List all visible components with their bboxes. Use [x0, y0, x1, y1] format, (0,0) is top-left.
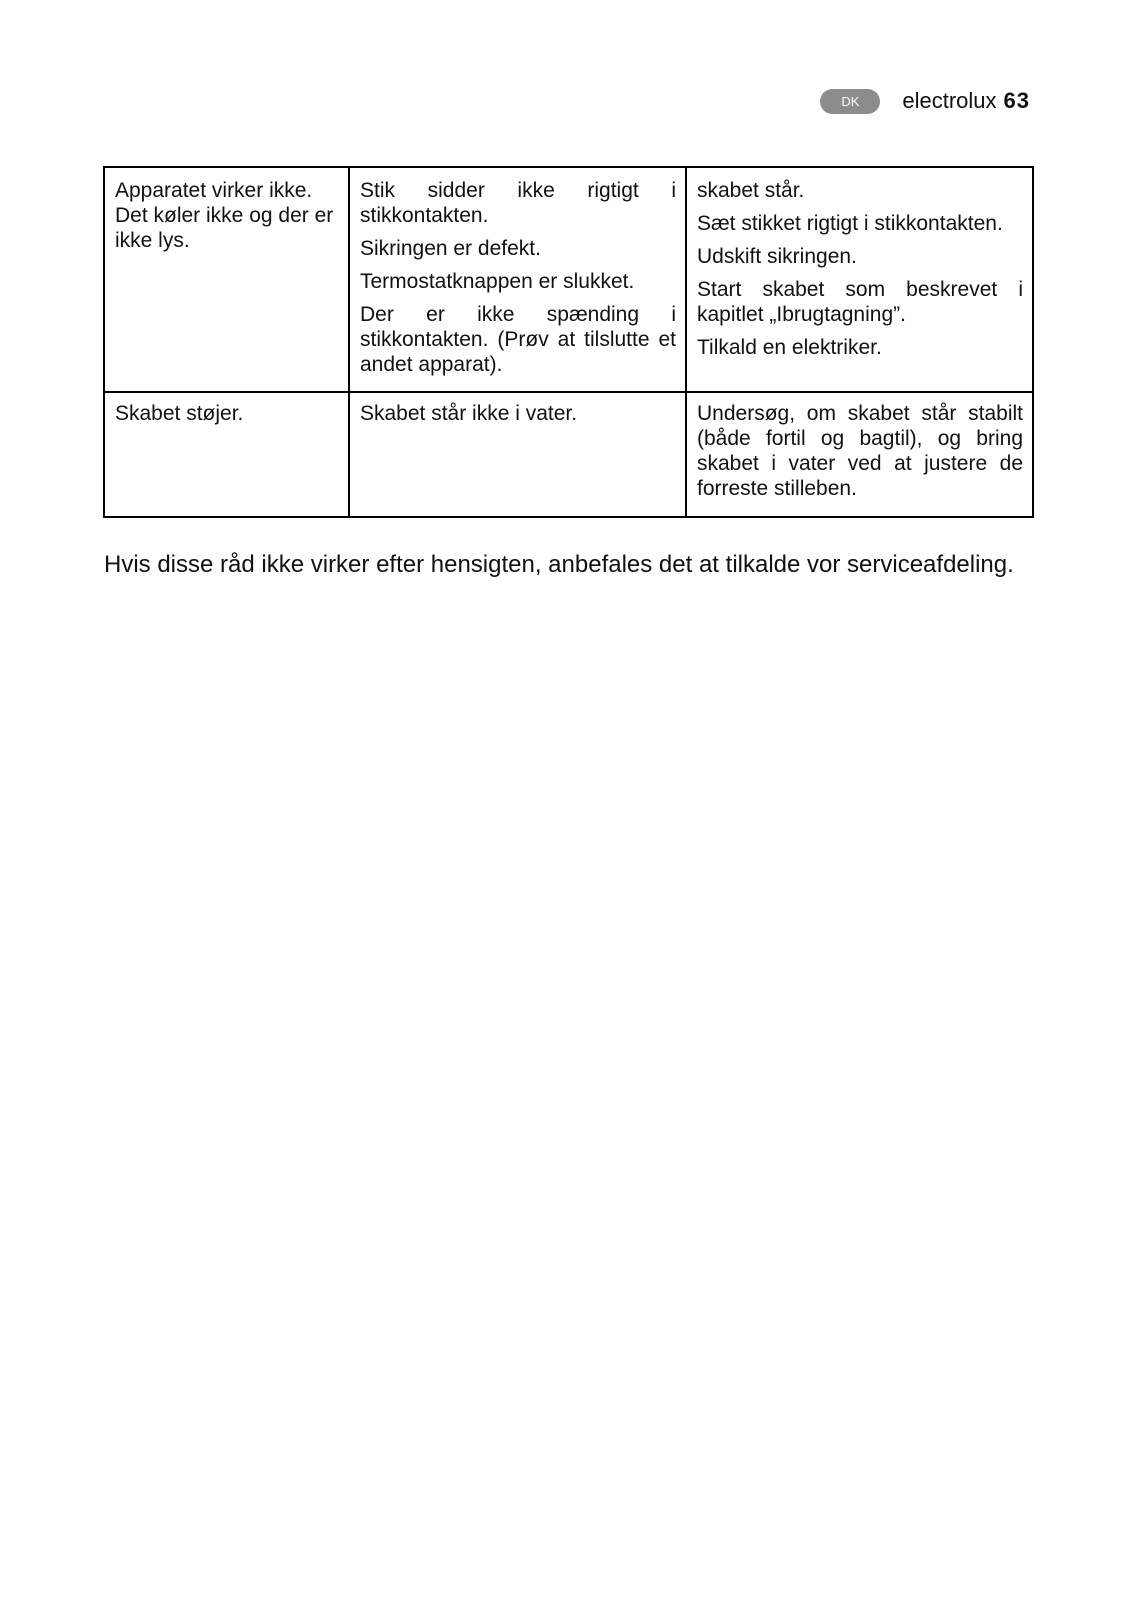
remedy-text: Start skabet som beskrevet i kapitlet „Ibrugtagning”. — [697, 278, 1023, 326]
problem-cell — [104, 392, 349, 517]
troubleshooting-table — [103, 166, 1034, 518]
table-row — [104, 392, 1033, 517]
service-advice-paragraph: Hvis disse råd ikke virker efter hensigten, anbefales det at tilkalde vor serviceafdeling. — [104, 551, 1014, 578]
brand-line — [902, 88, 1030, 114]
cause-text: Skabet står ikke i vater. — [360, 402, 578, 425]
brand-name: electrolux — [902, 88, 997, 113]
page-number: 63 — [1003, 88, 1030, 113]
cause-text: Sikringen er defekt. — [360, 237, 541, 260]
remedy-cell — [686, 392, 1033, 517]
language-badge: DK — [820, 89, 880, 114]
remedy-text: Tilkald en elektriker. — [697, 336, 882, 359]
problem-text: Apparatet virker ikke. Det køler ikke og der er ikke lys. — [115, 179, 334, 252]
cause-text: Termostatknappen er slukket. — [360, 270, 635, 293]
table-row — [104, 167, 1033, 392]
remedy-text: Sæt stikket rigtigt i stikkontakten. — [697, 212, 1003, 235]
cause-cell — [349, 167, 686, 392]
problem-text: Skabet støjer. — [115, 402, 244, 425]
remedy-text: Undersøg, om skabet står stabilt (både fortil og bagtil), og bring skabet i vater ved at justere de forreste stilleben. — [697, 402, 1023, 500]
page-header — [820, 88, 1030, 114]
cause-cell — [349, 392, 686, 517]
problem-cell — [104, 167, 349, 392]
remedy-text: Udskift sikringen. — [697, 245, 857, 268]
cause-text: Der er ikke spænding i stikkontakten. (Prøv at tilslutte et andet apparat). — [360, 303, 676, 376]
remedy-cell — [686, 167, 1033, 392]
cause-text: Stik sidder ikke rigtigt i stikkontakten. — [360, 179, 676, 227]
remedy-text: skabet står. — [697, 179, 805, 202]
